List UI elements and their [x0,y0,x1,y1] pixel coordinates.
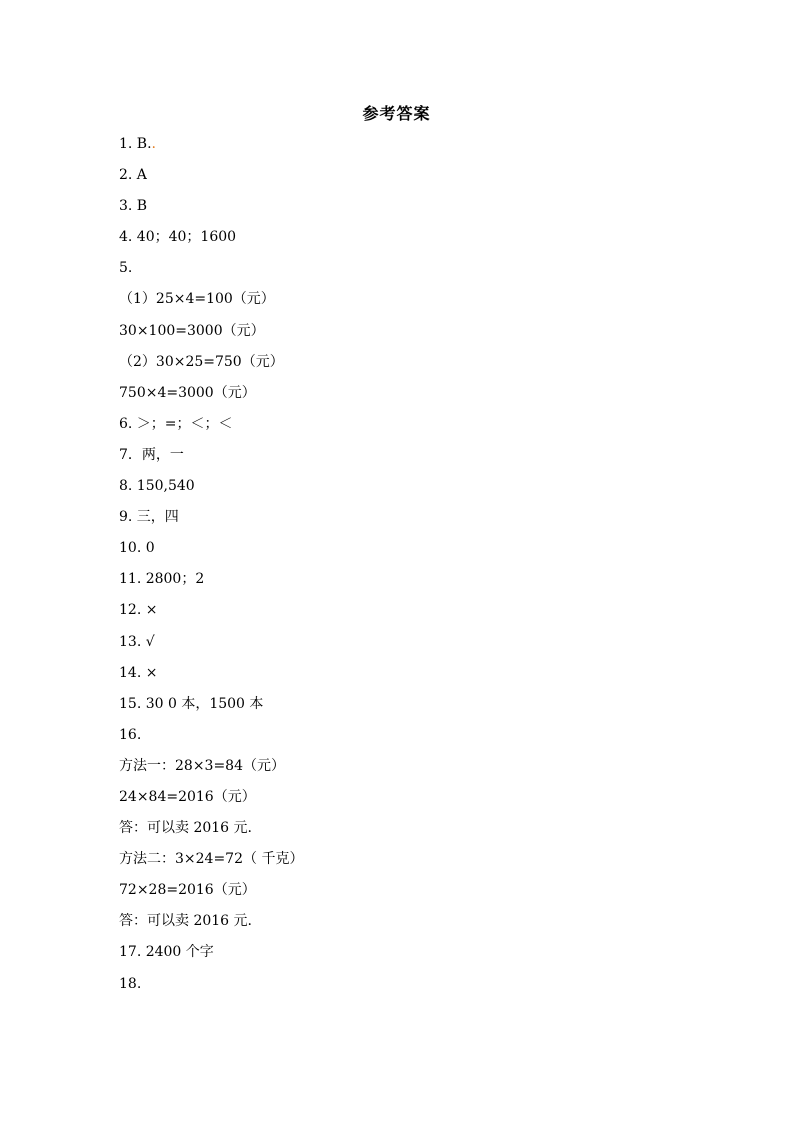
answer-line-6: 6. ＞；=；＜；＜ [119,415,233,432]
answer-line-9: 9. 三，四 [119,509,179,526]
answer-line-5-part1: （1）25×4=100（元） [119,291,275,308]
answer-line-16-method2-answer: 答：可以卖 2016 元. [119,913,252,930]
answer-line-5-part2-step2: 750×4=3000（元） [119,384,256,401]
answer-list [119,131,719,1002]
answer-line-14: 14. × [119,664,158,681]
answer-line-5: 5. [119,260,133,277]
answer-line-3: 3. B [119,198,148,215]
answer-line-5-part1-step2: 30×100=3000（元） [119,322,265,339]
answer-line-8: 8. 150,540 [119,478,195,495]
answer-line-1 [119,131,719,162]
answer-line-16-method1-answer: 答：可以卖 2016 元. [119,820,252,837]
answer-line-7: 7．两，一 [119,446,184,463]
answer-line-10: 10. 0 [119,540,155,557]
page-title: 参考答案 [362,104,431,123]
answer-line-16: 16. [119,726,142,743]
answer-line-16-method1: 方法一：28×3=84（元） [119,757,285,774]
answer-line-13: 13. √ [119,633,155,650]
answer-line-2: 2. A [119,167,147,184]
answer-line-5-part2: （2）30×25=750（元） [119,353,284,370]
answer-line-11: 11. 2800；2 [119,571,205,588]
answer-text: 1. B. [119,136,152,152]
answer-line-12: 12. × [119,602,158,619]
answer-line-16-method2-step2: 72×28=2016（元） [119,882,256,899]
answer-line-16-method2: 方法二：3×24=72（ 千克） [119,851,304,868]
answer-line-18: 18. [119,975,142,992]
answer-line-4: 4. 40；40；1600 [119,229,237,246]
answer-line-17: 17. 2400 个字 [119,944,214,961]
answer-line-15: 15. 30 0 本，1500 本 [119,695,264,712]
highlight-mark: . [151,136,156,152]
answer-line-16-method1-step2: 24×84=2016（元） [119,788,256,805]
